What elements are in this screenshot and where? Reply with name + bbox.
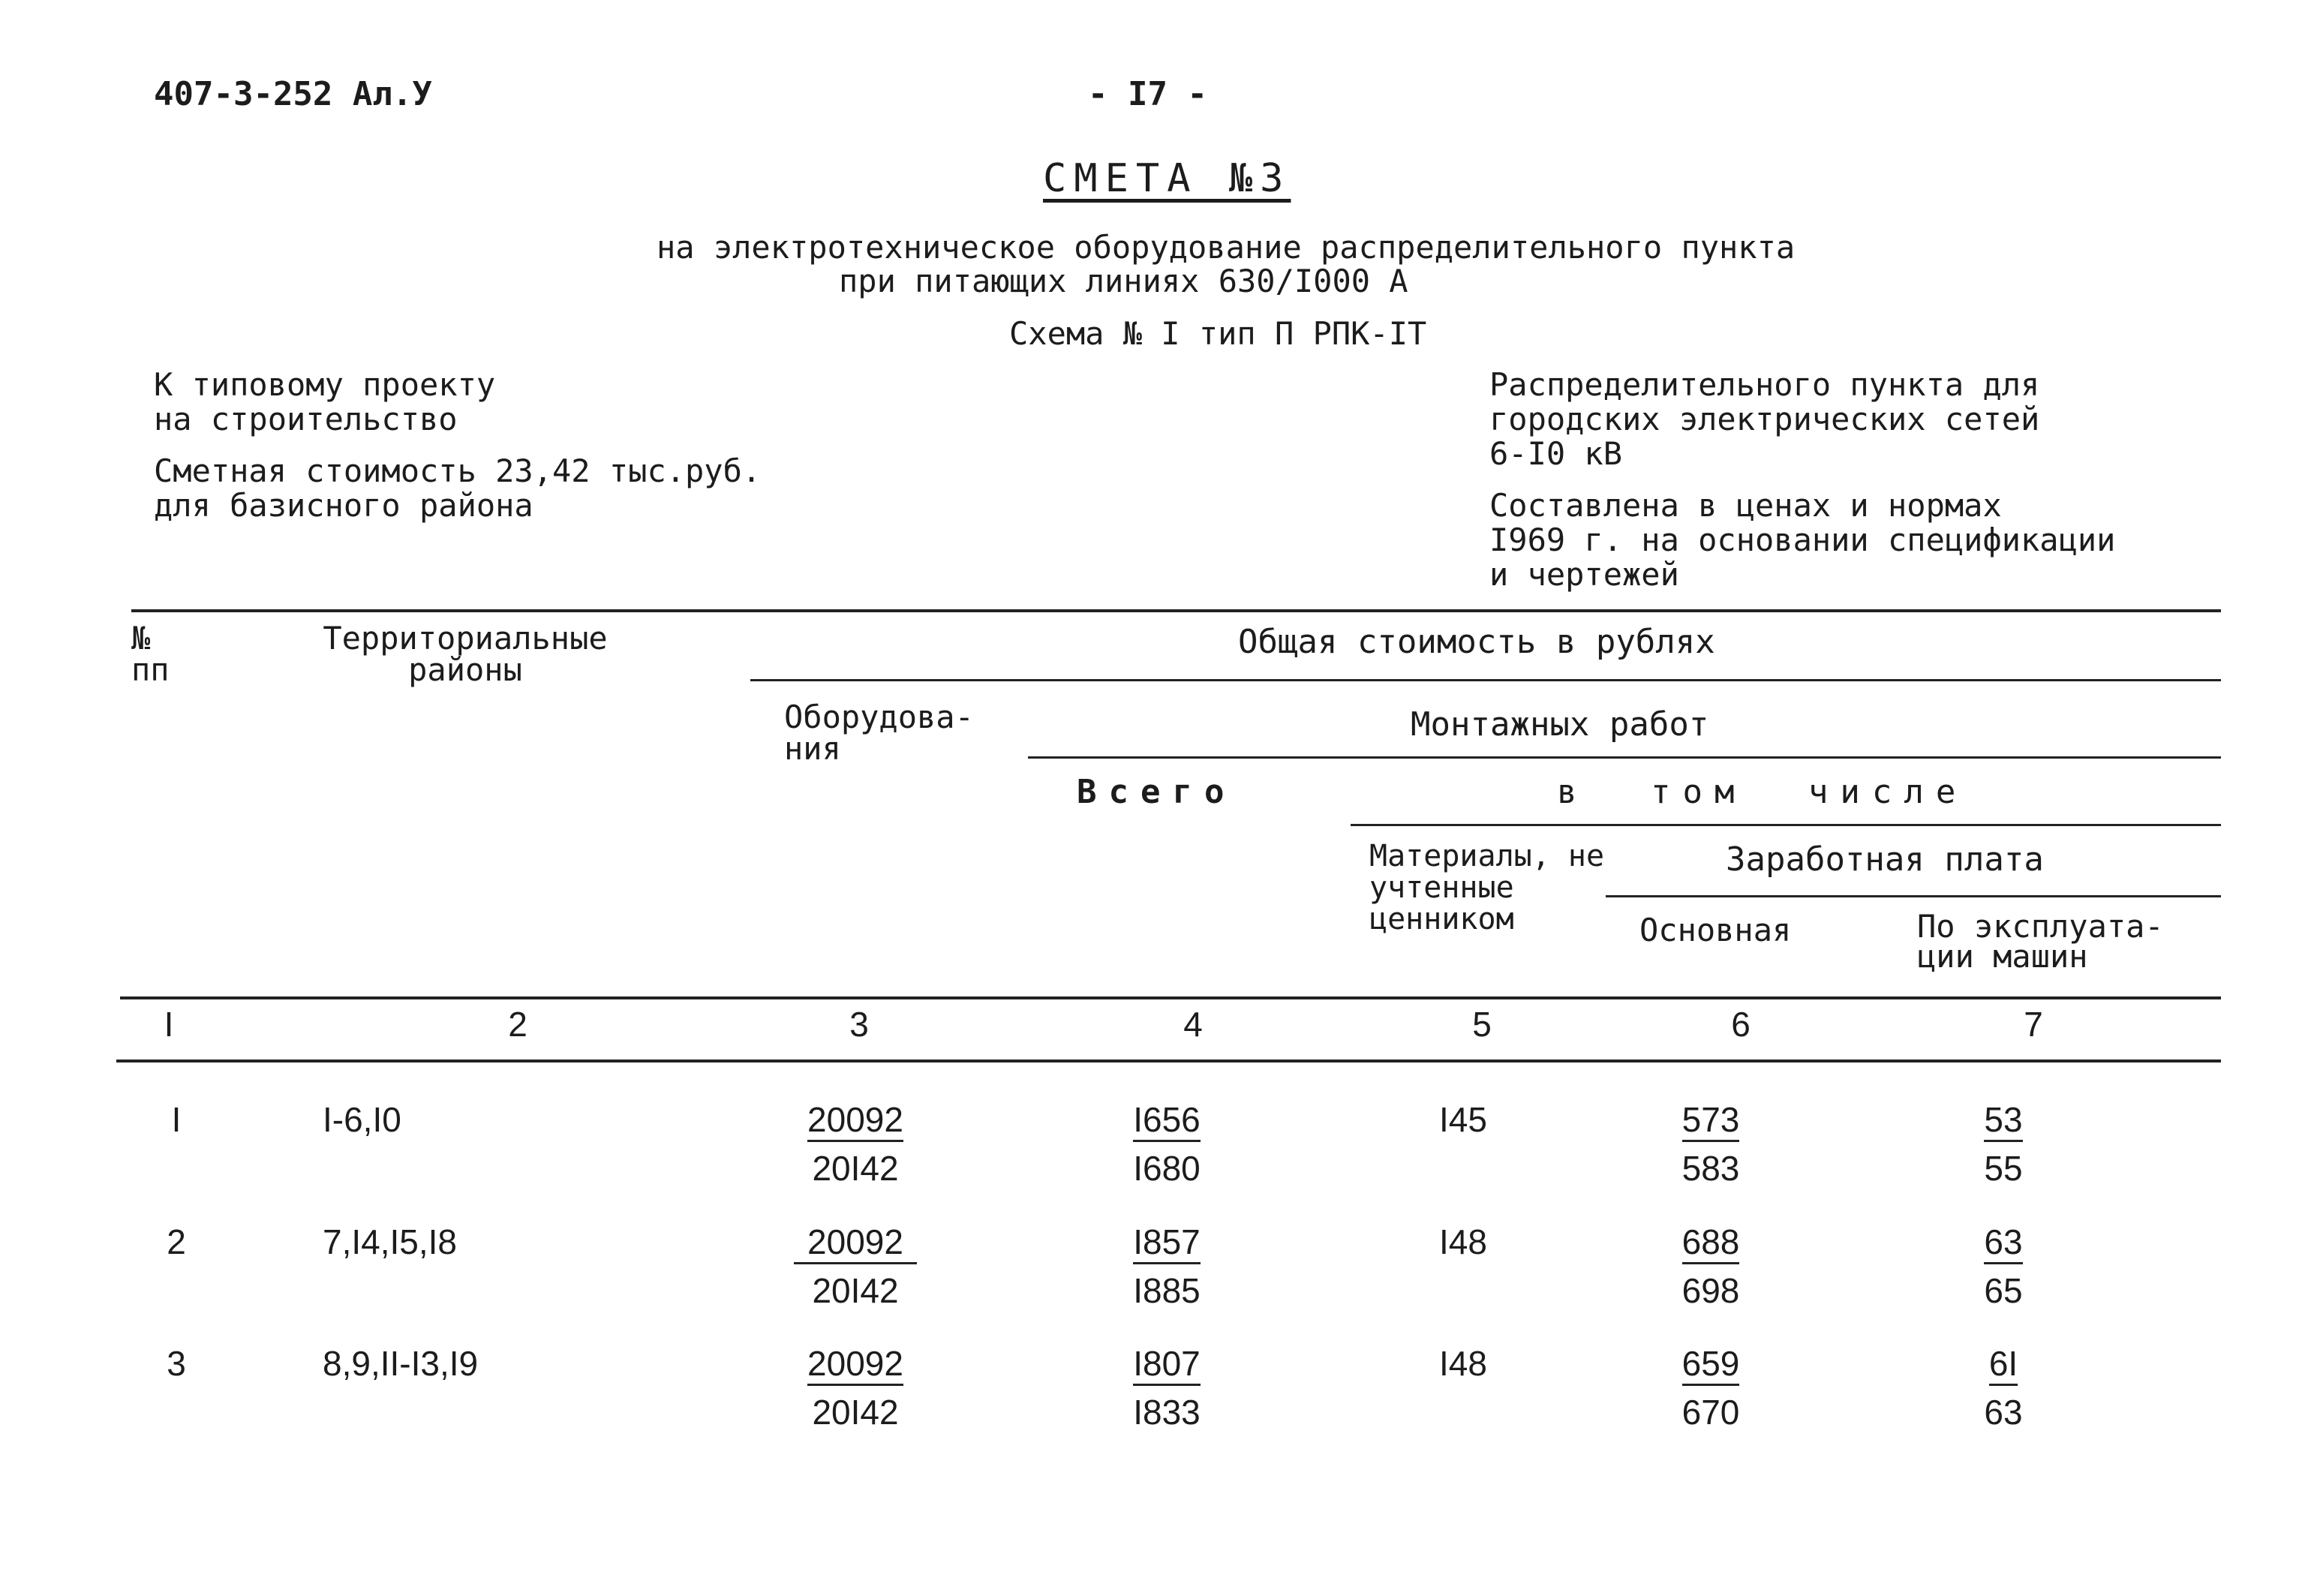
column-number: 4 [1183, 1005, 1203, 1044]
basic-top-value: 659 [1682, 1344, 1740, 1386]
basic-top [1669, 1343, 1752, 1384]
subtitle-line-2: при питающих линиях 630/I000 А [839, 263, 1408, 299]
machines-top [1973, 1343, 2033, 1384]
machines-top-value: 6I [1989, 1344, 2018, 1386]
header-salary: Заработная плата [1726, 840, 2044, 879]
left-info-line-4: для базисного района [154, 487, 533, 524]
column-number: 5 [1472, 1005, 1492, 1044]
equipment-top [784, 1222, 927, 1262]
basic-top-value: 688 [1682, 1222, 1740, 1264]
column-number: 3 [849, 1005, 869, 1044]
total-top-value: I857 [1133, 1222, 1201, 1264]
column-number: 2 [508, 1005, 527, 1044]
left-info-line-1: К типовому проекту [154, 366, 496, 403]
title-text: СМЕТА №3 [1043, 156, 1291, 201]
machines-top [1973, 1099, 2033, 1140]
equipment-bottom: 20I42 [812, 1149, 899, 1188]
machines-top-value: 53 [1984, 1100, 2022, 1142]
equipment-top-value: 20092 [807, 1344, 903, 1386]
right-info-line-1: Распределительного пункта для [1489, 366, 2040, 403]
header-installation: Монтажных работ [1411, 705, 1709, 744]
basic-bottom: 670 [1681, 1393, 1740, 1432]
machines-bottom: 63 [1984, 1393, 2023, 1432]
machines-bottom: 55 [1984, 1149, 2023, 1188]
total-top-value: I807 [1133, 1344, 1201, 1386]
materials: I45 [1439, 1100, 1487, 1139]
header-rule-salary [1606, 895, 2221, 897]
left-info-line-2: на строительство [154, 401, 458, 437]
right-info-line-6: и чертежей [1489, 556, 1679, 593]
subtitle-line-1: на электротехническое оборудование распределительного пункта [657, 229, 1796, 266]
header-bottom-rule [120, 996, 2221, 999]
document-code: 407-3-252 Ал.У [154, 75, 432, 113]
total-top [1118, 1099, 1216, 1140]
right-info-line-5: I969 г. на основании спецификации [1489, 521, 2116, 558]
column-numbers-rule [116, 1059, 2221, 1062]
header-all: Всего [1077, 773, 1237, 811]
basic-bottom: 698 [1681, 1271, 1740, 1310]
row-regions: I-6,I0 [323, 1100, 401, 1139]
header-regions: Территориальные районы [323, 620, 608, 688]
equipment-bottom: 20I42 [812, 1393, 899, 1432]
equipment-bottom: 20I42 [812, 1271, 899, 1310]
header-materials: Материалы, не учтенные ценником [1369, 839, 1605, 936]
page-number: - I7 - [1088, 75, 1207, 113]
basic-top-value: 573 [1682, 1100, 1740, 1142]
header-rule-including [1351, 824, 2221, 826]
total-bottom: I680 [1133, 1149, 1201, 1188]
materials: I48 [1439, 1222, 1487, 1261]
equipment-top [799, 1343, 912, 1384]
row-regions: 8,9,II-I3,I9 [323, 1344, 479, 1383]
basic-top [1669, 1222, 1752, 1262]
total-top-value: I656 [1133, 1100, 1201, 1142]
equipment-top-value: 20092 [807, 1100, 903, 1142]
right-info-line-2: городских электрических сетей [1489, 401, 2040, 437]
header-no: № пп [131, 620, 170, 688]
column-number: 7 [2024, 1005, 2043, 1044]
column-number: 6 [1731, 1005, 1751, 1044]
header-basic: Основная [1639, 912, 1792, 948]
row-number: 2 [167, 1222, 186, 1261]
header-total-cost: Общая стоимость в рублях [1238, 623, 1715, 661]
basic-top [1669, 1099, 1752, 1140]
header-including: в том числе [1557, 773, 1968, 811]
total-top [1118, 1343, 1216, 1384]
machines-top-value: 63 [1984, 1222, 2022, 1264]
table-top-rule [131, 609, 2221, 612]
row-number: I [171, 1100, 182, 1139]
total-bottom: I885 [1133, 1271, 1201, 1310]
document-title [1043, 156, 1291, 201]
right-info-line-4: Составлена в ценах и нормах [1489, 487, 2002, 524]
row-regions: 7,I4,I5,I8 [323, 1222, 458, 1261]
scheme-label: Схема № I тип П РПК-IТ [1009, 315, 1427, 352]
row-number: 3 [167, 1344, 186, 1383]
equipment-top [799, 1099, 912, 1140]
header-rule-installation [1028, 756, 2221, 759]
estimated-cost: Сметная стоимость 23,42 тыс.руб. [154, 452, 762, 489]
machines-top [1973, 1222, 2033, 1262]
total-bottom: I833 [1133, 1393, 1201, 1432]
header-machines: По эксплуата- ции машин [1917, 908, 2164, 975]
column-number: I [164, 1005, 174, 1044]
equipment-top-value: 20092 [794, 1222, 917, 1264]
header-rule-total [750, 679, 2221, 681]
materials: I48 [1439, 1344, 1487, 1383]
right-info-line-3: 6-I0 кВ [1489, 435, 1623, 472]
header-equipment: Оборудова- ния [784, 699, 974, 767]
total-top [1118, 1222, 1216, 1262]
machines-bottom: 65 [1984, 1271, 2023, 1310]
basic-bottom: 583 [1681, 1149, 1740, 1188]
